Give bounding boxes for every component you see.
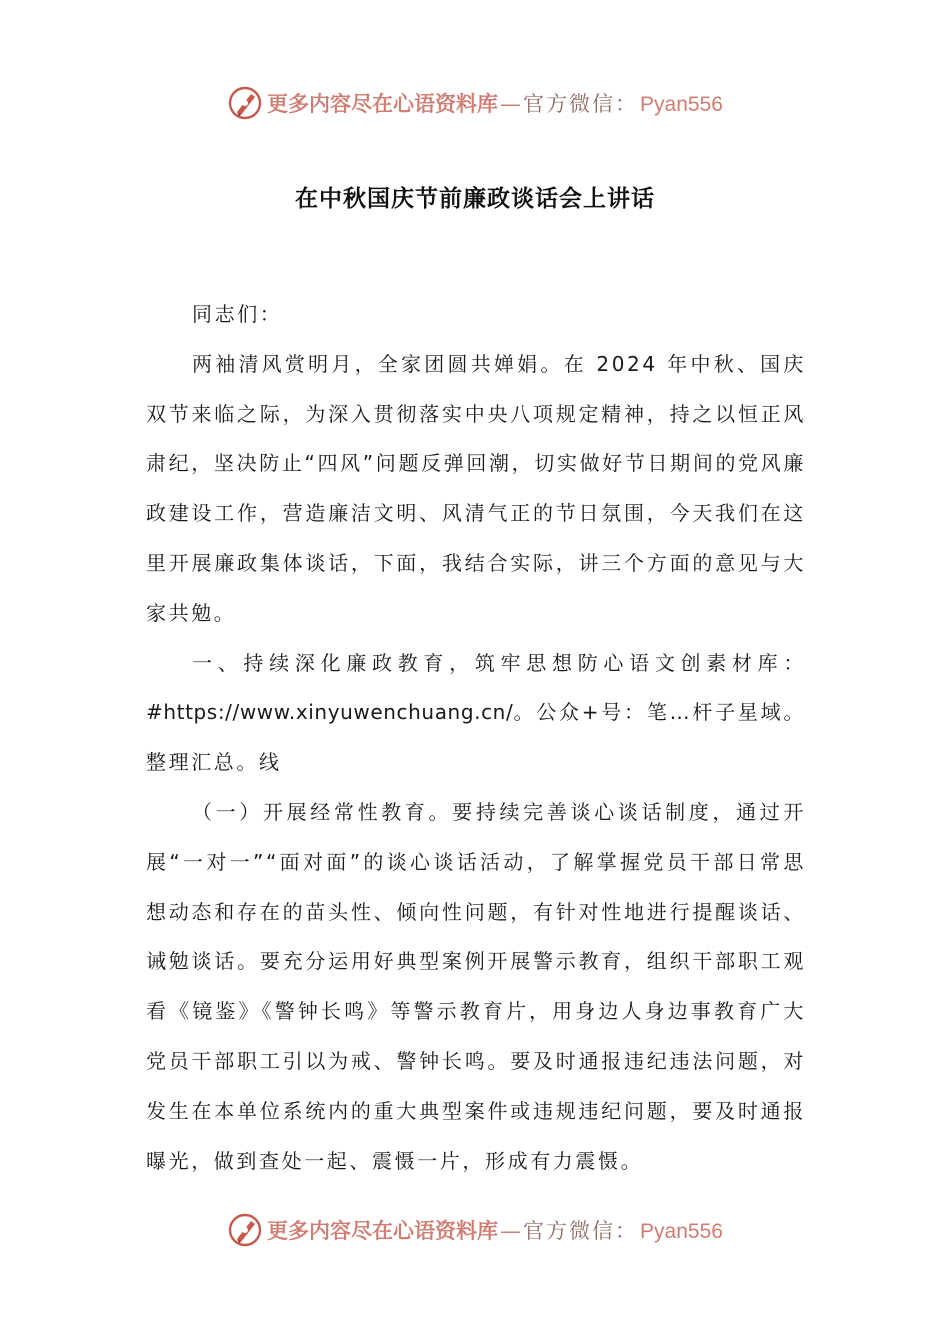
watermark-wechat-id: Pyan556: [640, 93, 723, 116]
watermark-dash: —: [500, 92, 522, 116]
paragraph-intro: 两袖清风赏明月，全家团圆共婵娟。在 2024 年中秋、国庆双节来临之际，为深入贯彻落实中央八项规定精神，持之以恒正风肃纪，坚决防止“四风”问题反弹回潮，切实做好节日期间的党风廉政建设工作，营造廉洁文明、风清气正的节日氛围，今天我们在这里开展廉政集体谈话，下面，我结合实际，讲三个方面的意见与大家共勉。: [146, 351, 806, 625]
section-1-heading: 一、持续深化廉政教育，筑牢思想防心语文创素材库：: [192, 650, 806, 675]
watermark-main-text: 更多内容尽在心语资料库: [267, 1218, 499, 1243]
salutation: 同志们：: [192, 302, 283, 326]
section-1-heading-paragraph: [146, 639, 806, 788]
document-title: 在中秋国庆节前廉政谈话会上讲话: [295, 186, 655, 212]
watermark-header: [0, 81, 950, 125]
subsection-1-paragraph: （一）开展经常性教育。要持续完善谈心谈话制度，通过开展“一对一”“面对面”的谈心谈话活动，了解掌握党员干部日常思想动态和存在的苗头性、倾向性问题，有针对性地进行提醒谈话、诫勉谈话。要充分运用好典型案例开展警示教育，组织干部职工观看《镜鉴》《警钟长鸣》等警示教育片，用身边人身边事教育广大党员干部职工引以为戒、警钟长鸣。要及时通报违纪违法问题，对发生在本单位系统内的重大典型案件或违规违纪问题，要及时通报曝光，做到查处一起、震慑一片，形成有力震慑。: [146, 799, 806, 1173]
document-body: [146, 290, 806, 1186]
watermark-official-label: 官方微信：: [523, 92, 639, 116]
watermark-official-label: 官方微信：: [523, 1219, 639, 1243]
watermark-wechat-id: Pyan556: [640, 1220, 723, 1243]
section-1-after-url: 。公众+号：笔…杆子星域。整理汇总。线: [146, 700, 806, 775]
watermark-dash: —: [500, 1219, 522, 1243]
pen-logo-icon: [227, 1212, 263, 1248]
section-1-url: #https://www.xinyuwenchuang.cn/: [146, 700, 514, 725]
pen-logo-icon: [227, 85, 263, 121]
watermark-main-text: 更多内容尽在心语资料库: [267, 91, 499, 116]
watermark-footer: [0, 1208, 950, 1252]
